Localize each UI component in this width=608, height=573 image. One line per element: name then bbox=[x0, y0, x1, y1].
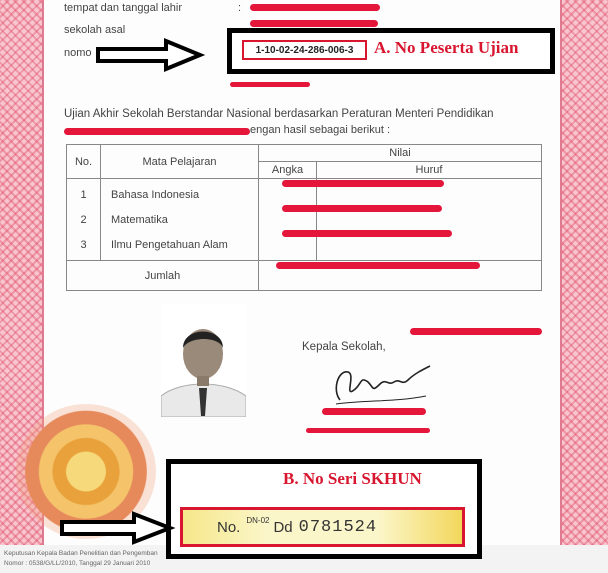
redaction-mark bbox=[306, 428, 430, 433]
col-header-subject: Mata Pelajaran bbox=[101, 145, 259, 179]
intro-line-1: Ujian Akhir Sekolah Berstandar Nasional berdasarkan Peraturan Menteri Pendidikan bbox=[64, 108, 494, 120]
redaction-mark bbox=[282, 180, 444, 187]
redaction-mark bbox=[282, 205, 442, 212]
table-cell-number bbox=[259, 179, 317, 261]
col-header-score: Nilai bbox=[259, 145, 542, 162]
col-header-letter: Huruf bbox=[317, 162, 542, 179]
redaction-mark bbox=[230, 82, 310, 87]
callout-a-label: A. No Peserta Ujian bbox=[374, 38, 519, 57]
callout-b-label: B. No Seri SKHUN bbox=[283, 469, 422, 488]
table-cell-letter bbox=[317, 179, 542, 261]
signature-mark bbox=[326, 360, 436, 410]
arrow-right-icon bbox=[58, 510, 176, 546]
label-colon: : bbox=[238, 2, 242, 14]
table-cell-no: 1 2 3 bbox=[67, 179, 101, 261]
redaction-mark bbox=[282, 230, 452, 237]
redaction-mark bbox=[322, 408, 426, 415]
serial-number-strip bbox=[180, 507, 465, 547]
principal-label: Kepala Sekolah, bbox=[302, 341, 386, 353]
callout-serial-number bbox=[166, 459, 482, 559]
arrow-right-icon bbox=[94, 38, 206, 72]
col-header-no: No. bbox=[67, 145, 101, 179]
redaction-mark bbox=[250, 20, 378, 27]
table-cell-subject: Bahasa Indonesia Matematika Ilmu Pengetahuan Alam bbox=[101, 179, 259, 261]
table-total-label: Jumlah bbox=[67, 261, 259, 291]
redaction-mark bbox=[250, 4, 380, 11]
label-number: nomo bbox=[64, 47, 92, 59]
serial-dd: Dd bbox=[273, 518, 293, 536]
serial-code: DN-02 bbox=[246, 515, 270, 525]
serial-prefix: No. bbox=[217, 518, 241, 536]
intro-line-2: engan hasil sebagai berikut : bbox=[250, 124, 391, 136]
student-photo bbox=[161, 304, 246, 417]
redaction-mark bbox=[64, 128, 250, 135]
redaction-mark bbox=[276, 262, 480, 269]
serial-number-value: 0781524 bbox=[298, 517, 378, 537]
callout-participant-number bbox=[227, 28, 555, 74]
redaction-mark bbox=[410, 328, 542, 335]
footer-line-1: Keputusan Kepala Badan Penelitian dan Pengemban bbox=[4, 550, 158, 557]
footer-line-2: Nomor : 0538/G/LL/2010, Tanggal 29 Januari 2010 bbox=[4, 560, 151, 567]
participant-number-value: 1-10-02-24-286-006-3 bbox=[242, 40, 367, 60]
label-school: sekolah asal bbox=[64, 24, 126, 36]
col-header-number: Angka bbox=[259, 162, 317, 179]
label-birth: tempat dan tanggal lahir bbox=[64, 2, 183, 14]
